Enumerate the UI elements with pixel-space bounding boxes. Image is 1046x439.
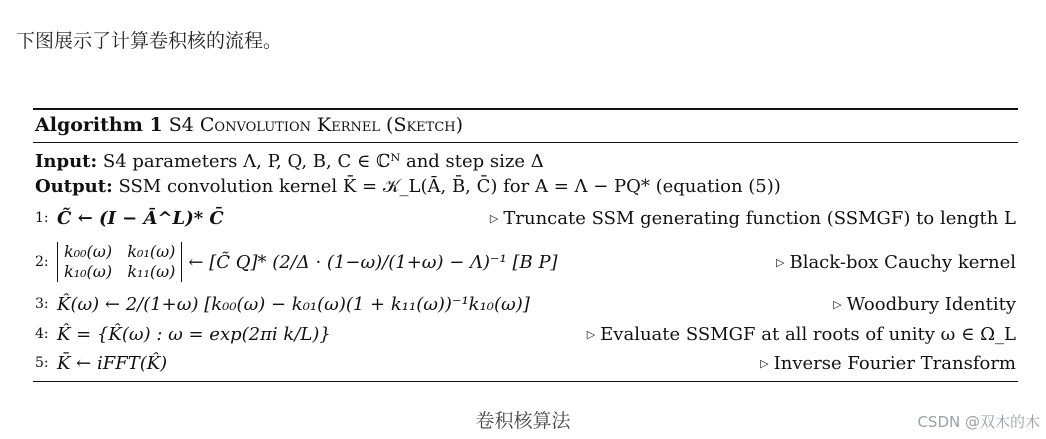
algorithm-title: S4 Convolution Kernel (Sketch) (168, 114, 464, 136)
step-comment: Black-box Cauchy kernel (789, 251, 1016, 273)
output-line (33, 174, 1018, 199)
matrix-cell: k₁₀(ω) (64, 262, 113, 281)
step-2 (33, 235, 1018, 289)
step-expression: K̂ = {K̂(ω) : ω = exp(2πi k/L)} (57, 323, 331, 345)
matrix-cell: k₀₁(ω) (127, 242, 176, 261)
step-number: 4: (35, 326, 49, 342)
step-3 (33, 289, 1018, 319)
output-text: SSM convolution kernel K̄ = 𝒦_L(Ā, B̄, C̄) for A = Λ − PQ* (equation (5)) (118, 176, 781, 197)
step-expression: K̄ ← iFFT(K̂) (57, 352, 168, 374)
comment-triangle-icon: ▷ (833, 297, 842, 311)
input-text: S4 parameters Λ, P, Q, B, C ∈ ℂᴺ and step size Δ (102, 151, 544, 172)
step-number: 5: (35, 355, 49, 371)
matrix-cell: k₀₀(ω) (64, 242, 113, 261)
algorithm-label: Algorithm 1 (35, 114, 163, 136)
algorithm-steps (33, 201, 1018, 377)
step-5 (33, 349, 1018, 377)
comment-triangle-icon: ▷ (586, 327, 596, 341)
comment-triangle-icon: ▷ (760, 356, 769, 370)
step-comment: Truncate SSM generating function (SSMGF) to length L (503, 207, 1016, 229)
step-number: 2: (35, 254, 49, 270)
step-1 (33, 201, 1018, 235)
figure-caption: 卷积核算法 (475, 410, 571, 432)
output-key: Output: (35, 176, 113, 197)
algorithm-header (33, 110, 1018, 142)
step-expression: K̂(ω) ← 2/(1+ω) [k₀₀(ω) − k₀₁(ω)(1 + k₁₁(ω))⁻¹k₁₀(ω)] (57, 293, 530, 315)
step-comment: Inverse Fourier Transform (773, 352, 1016, 374)
step-comment: Woodbury Identity (846, 293, 1016, 315)
matrix-cell: k₁₁(ω) (127, 262, 176, 281)
step-number: 3: (35, 296, 49, 312)
input-key: Input: (35, 151, 98, 172)
step-4 (33, 319, 1018, 349)
step-expression: C̃ ← (I − Ā^L)* C̄ (57, 207, 224, 229)
header-rule (33, 142, 1018, 143)
step-expression: ← [C̃ Q]* (2/Δ · (1−ω)/(1+ω) − Λ)⁻¹ [B P] (188, 251, 558, 273)
step-comment: Evaluate SSMGF at all roots of unity ω ∈ Ω_L (600, 323, 1016, 345)
watermark: CSDN @双木的木 (917, 413, 1040, 431)
input-line (33, 149, 1018, 174)
intro-text: 下图展示了计算卷积核的流程。 (16, 30, 283, 52)
comment-triangle-icon: ▷ (776, 255, 785, 269)
step-number: 1: (35, 210, 49, 226)
comment-triangle-icon: ▷ (489, 211, 499, 225)
bottom-rule (33, 381, 1018, 382)
kernel-matrix (57, 242, 182, 282)
algorithm-box (33, 108, 1018, 382)
